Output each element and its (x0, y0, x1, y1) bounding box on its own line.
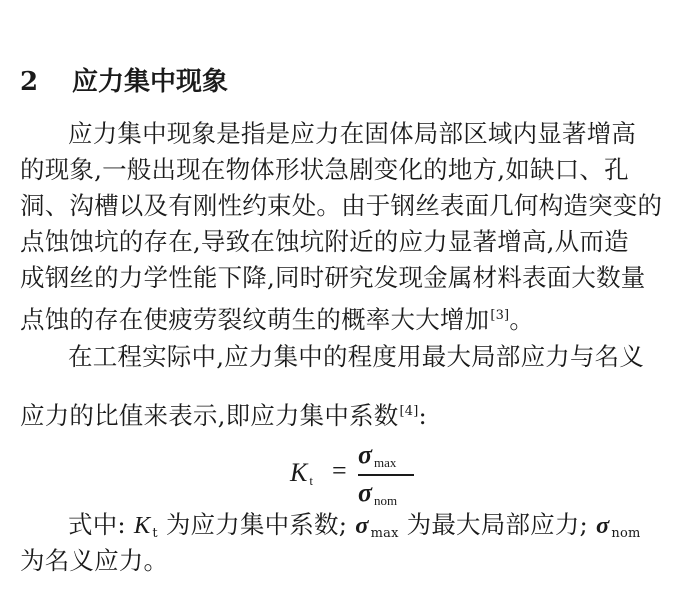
citation-4: [4] (399, 404, 419, 419)
formula-sigma-max: σ (358, 440, 373, 469)
explanation-sigma-max: σ (355, 512, 369, 539)
paragraph1-line-1: 应力集中现象是指是应力在固体局部区域内显著增高 (68, 119, 637, 148)
formula-numerator (358, 440, 396, 471)
section-number: 2 (20, 67, 39, 97)
formula-k: K (290, 458, 308, 487)
paragraph2-line-2 (20, 395, 427, 433)
formula-equals: = (332, 456, 347, 485)
paragraph1-line-6-text: 点蚀的存在使疲劳裂纹萌生的概率大大增加 (20, 305, 490, 334)
section-title: 应力集中现象 (72, 67, 229, 97)
explanation-k-sub: t (152, 526, 158, 541)
paragraph1-line-6 (20, 299, 534, 337)
section-heading (20, 62, 228, 102)
explanation-smax-desc: 为最大局部应力; (406, 510, 588, 539)
paragraph2-end: : (418, 401, 427, 430)
formula-k-sub: t (309, 473, 313, 488)
explanation-sigma-nom: σ (596, 512, 610, 539)
paragraph1-line-2: 的现象,一般出现在物体形状急剧变化的地方,如缺口、孔 (20, 155, 629, 184)
paragraph2-line-1: 在工程实际中,应力集中的程度用最大局部应力与名义 (68, 342, 645, 371)
formula-lhs (290, 458, 313, 489)
formula-max-sub: max (374, 455, 397, 470)
explanation-prefix: 式中: (68, 510, 126, 539)
formula-denominator (358, 478, 397, 509)
stress-concentration-formula (290, 440, 430, 512)
paragraph1-end: 。 (509, 305, 535, 334)
paragraph1-line-5: 成钢丝的力学性能下降,同时研究发现金属材料表面大数量 (20, 263, 646, 292)
formula-nom-sub: nom (374, 493, 398, 508)
explanation-max-sub: max (370, 526, 399, 541)
paragraph1-line-4: 点蚀蚀坑的存在,导致在蚀坑附近的应力显著增高,从而造 (20, 227, 629, 256)
citation-3: [3] (490, 308, 510, 323)
formula-sigma-nom: σ (358, 478, 373, 507)
fraction-bar (358, 474, 414, 476)
paragraph1-line-3: 洞、沟槽以及有刚性约束处。由于钢丝表面几何构造突变的 (20, 191, 663, 220)
explanation-k-desc: 为应力集中系数; (165, 510, 348, 539)
explanation-nom-sub: nom (611, 526, 641, 541)
paragraph2-line-2-text: 应力的比值来表示,即应力集中系数 (20, 401, 399, 430)
explanation-line-2: 为名义应力。 (20, 546, 169, 575)
explanation-k: K (133, 512, 151, 539)
